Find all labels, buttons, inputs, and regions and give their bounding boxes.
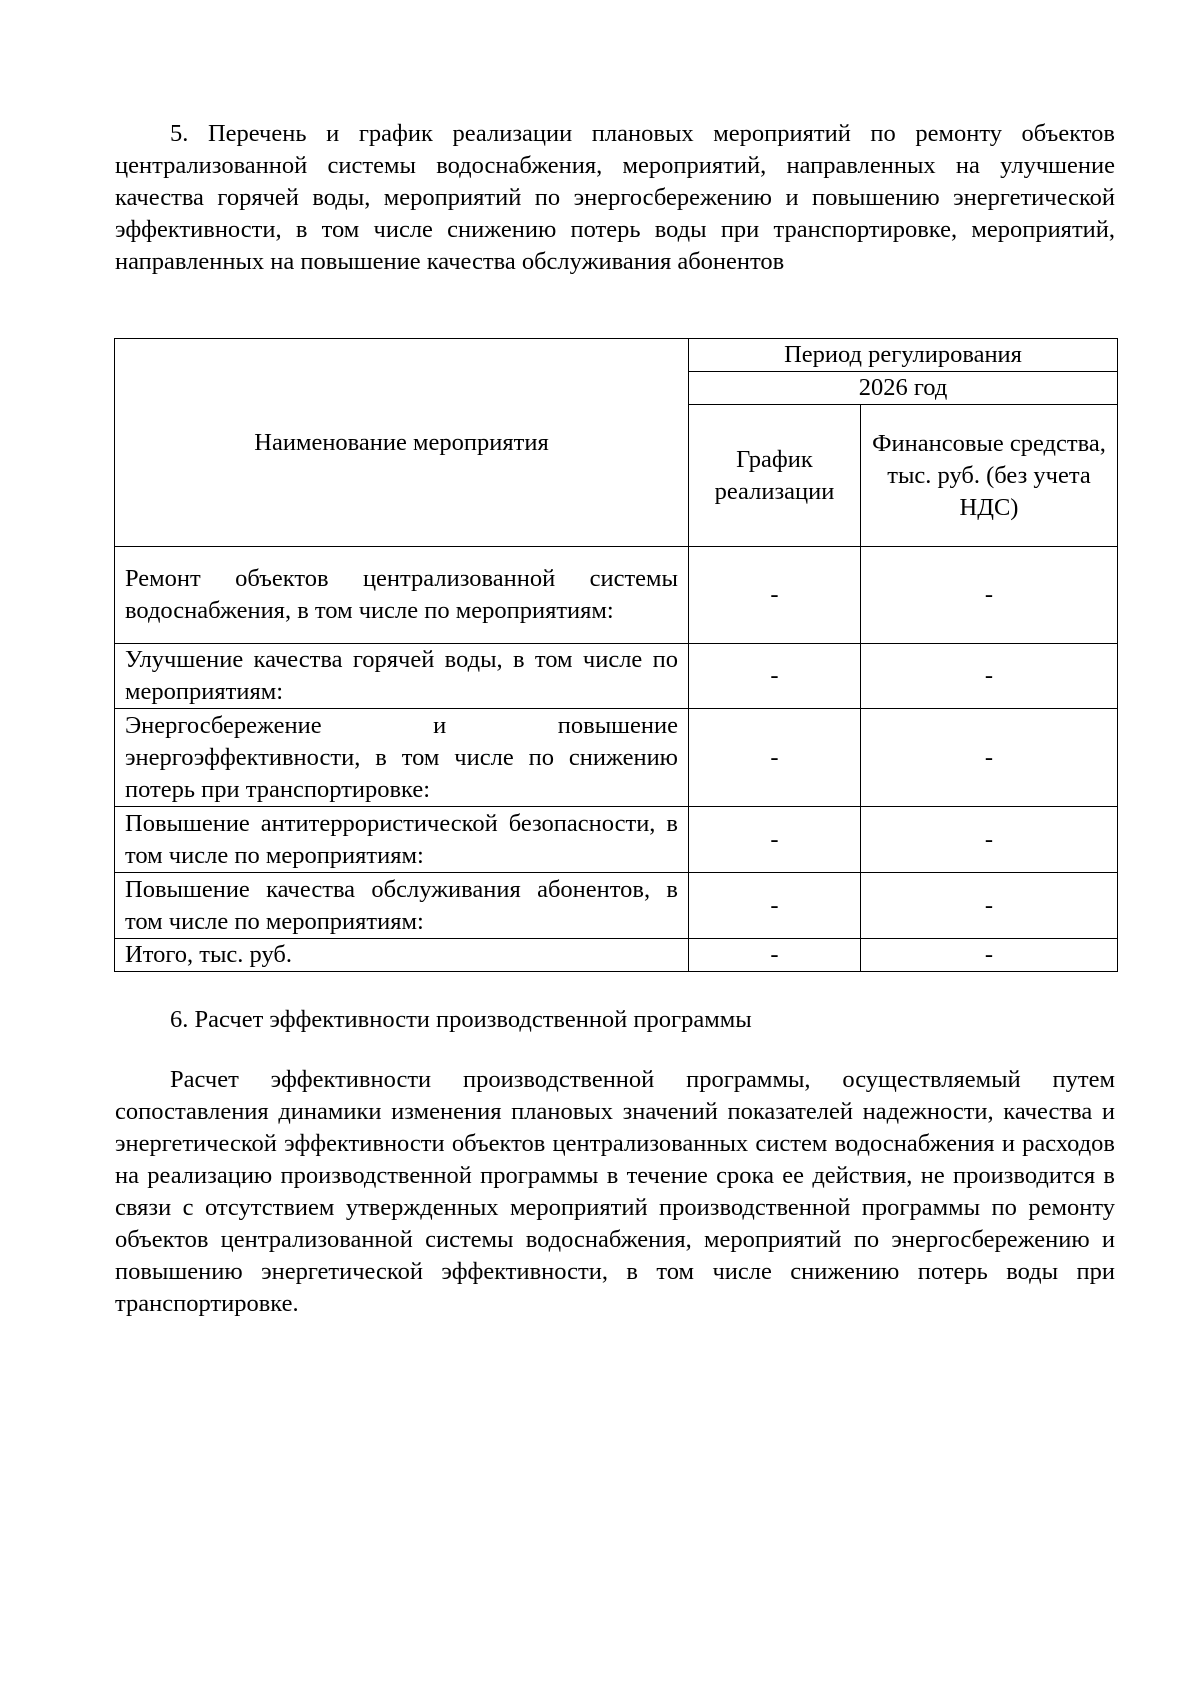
row-finance: - bbox=[861, 939, 1118, 972]
table-row bbox=[115, 873, 1118, 939]
row-finance: - bbox=[861, 709, 1118, 807]
header-schedule: График реализации bbox=[689, 405, 861, 547]
section-6-body: Расчет эффективности производственной программы, осуществляемый путем сопоставления динамики изменения плановых значений показателей надежности, качества и энергетической эффективности объектов централизованных систем водоснабжения и расходов на реализацию производственной программы в течение срока ее действия, не производится в связи с отсутствием утвержденных мероприятий производственной программы по ремонту объектов централизованной системы водоснабжения, мероприятий по энергосбережению и повышению энергетической эффективности, в том числе снижению потерь воды при транспортировке. bbox=[115, 1066, 1115, 1317]
row-finance: - bbox=[861, 547, 1118, 644]
row-name: Улучшение качества горячей воды, в том числе по мероприятиям: bbox=[115, 644, 689, 709]
row-name: Энергосбережение и повышение энергоэффективности, в том числе по снижению потерь при транспортировке: bbox=[115, 709, 689, 807]
table-row-total bbox=[115, 939, 1118, 972]
row-schedule: - bbox=[689, 807, 861, 873]
row-schedule: - bbox=[689, 873, 861, 939]
row-finance: - bbox=[861, 807, 1118, 873]
header-period: Период регулирования bbox=[689, 339, 1118, 372]
row-finance: - bbox=[861, 873, 1118, 939]
header-year: 2026 год bbox=[689, 372, 1118, 405]
section-6-heading: 6. Расчет эффективности производственной программы bbox=[170, 1006, 752, 1033]
row-name: Повышение качества обслуживания абонентов, в том числе по мероприятиям: bbox=[115, 873, 689, 939]
row-finance: - bbox=[861, 644, 1118, 709]
section-5-heading: 5. Перечень и график реализации плановых мероприятий по ремонту объектов централизованной системы водоснабжения, мероприятий, направленных на улучшение качества горячей воды, мероприятий по энергосбережению и повышению энергетической эффективности, в том числе снижению потерь воды при транспортировке, мероприятий, направленных на повышение качества обслуживания абонентов bbox=[115, 120, 1115, 275]
row-name: Повышение антитеррористической безопасности, в том числе по мероприятиям: bbox=[115, 807, 689, 873]
table-row bbox=[115, 807, 1118, 873]
table-row bbox=[115, 709, 1118, 807]
header-name: Наименование мероприятия bbox=[115, 339, 689, 547]
table-row bbox=[115, 547, 1118, 644]
table-row bbox=[115, 644, 1118, 709]
row-schedule: - bbox=[689, 939, 861, 972]
header-finance: Финансовые средства, тыс. руб. (без учета НДС) bbox=[861, 405, 1118, 547]
row-name: Итого, тыс. руб. bbox=[115, 939, 689, 972]
row-name: Ремонт объектов централизованной системы водоснабжения, в том числе по мероприятиям: bbox=[115, 547, 689, 644]
row-schedule: - bbox=[689, 547, 861, 644]
row-schedule: - bbox=[689, 644, 861, 709]
measures-table bbox=[114, 338, 1118, 972]
row-schedule: - bbox=[689, 709, 861, 807]
